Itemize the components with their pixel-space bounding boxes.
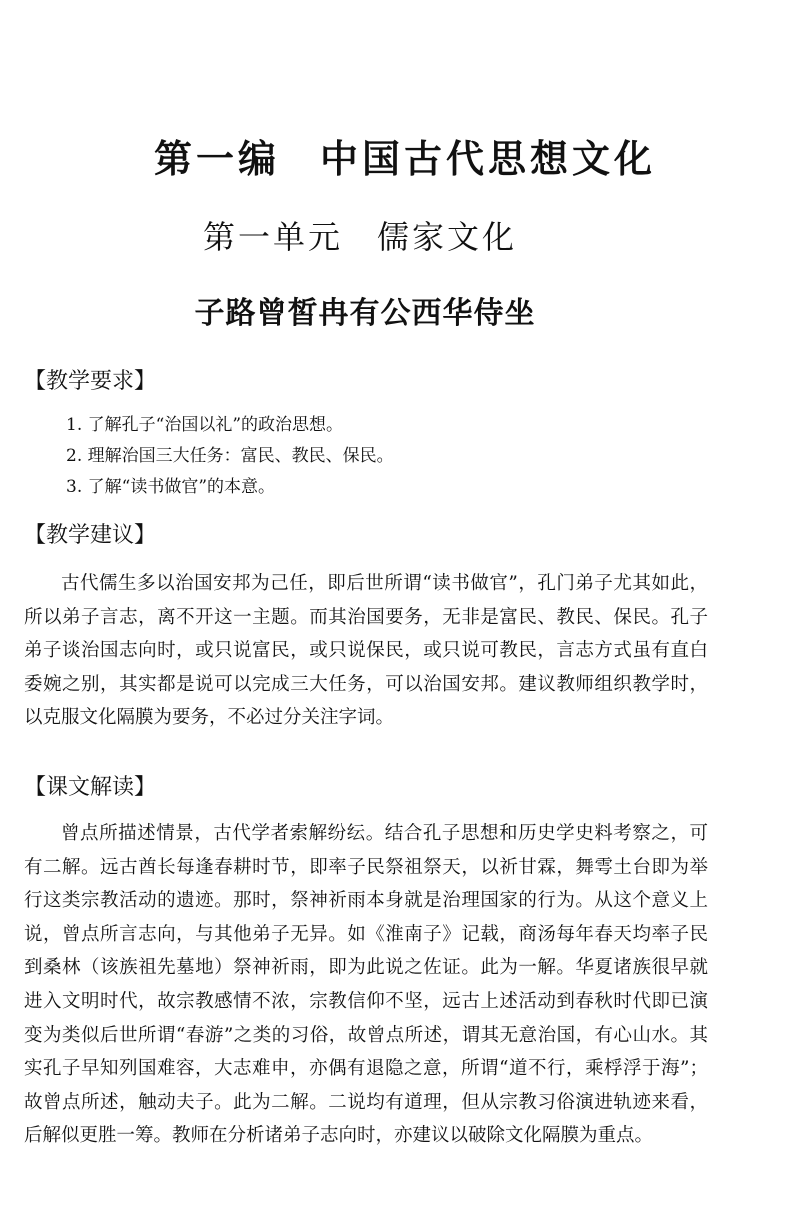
requirement-item: 1. 了解孔子“治国以礼”的政治思想。 xyxy=(66,415,344,435)
suggestions-paragraph: 古代儒生多以治国安邦为己任，即后世所谓“读书做官”，孔门弟子尤其如此，所以弟子言志，离不开这一主题。而其治国要务，无非是富民、教民、保民。孔子弟子谈治国志向时，或只说富民，或只说保民，或只说可教民，言志方式虽有直白委婉之别，其实都是说可以完成三大任务，可以治国安邦。建议教师组织教学时，以克服文化隔膜为要务，不必过分关注字词。 xyxy=(24,573,708,729)
part-label: 第一编 xyxy=(153,137,280,181)
part-title xyxy=(0,128,810,183)
interpretation-heading: 【课文解读】 xyxy=(24,775,157,800)
part-name: 中国古代思想文化 xyxy=(320,137,657,181)
requirements-heading: 【教学要求】 xyxy=(24,369,157,394)
requirements-list xyxy=(66,410,394,503)
interpretation-paragraph: 曾点所描述情景，古代学者索解纷纭。结合孔子思想和历史学史料考察之，可有二解。远古酋长每逢春耕时节，即率子民祭祖祭天，以祈甘霖，舞雩土台即为举行这类宗教活动的遗迹。那时，祭神祈雨本身就是治理国家的行为。从这个意义上说，曾点所言志向，与其他弟子无异。如《淮南子》记载，商汤每年春天均率子民到桑林（该族祖先墓地）祭神祈雨，即为此说之佐证。此为一解。华夏诸族很早就进入文明时代，故宗教感情不浓，宗教信仰不坚，远古上述活动到春秋时代即已演变为类似后世所谓“春游”之类的习俗，故曾点所述，谓其无意治国，有心山水。其实孔子早知列国难容，大志难申，亦偶有退隐之意，所谓“道不行，乘桴浮于海”；故曾点所述，触动夫子。此为二解。二说均有道理，但从宗教习俗演进轨迹来看，后解似更胜一筹。教师在分析诸弟子志向时，亦建议以破除文化隔膜为重点。 xyxy=(24,823,708,1147)
requirement-item: 2. 理解治国三大任务：富民、教民、保民。 xyxy=(66,446,394,466)
unit-name: 儒家文化 xyxy=(377,218,518,256)
requirement-item: 3. 了解“读书做官”的本意。 xyxy=(66,477,276,497)
unit-title xyxy=(0,212,720,258)
suggestions-heading: 【教学建议】 xyxy=(24,523,157,548)
lesson-title: 子路曾皙冉有公西华侍坐 xyxy=(194,296,536,331)
unit-label: 第一单元 xyxy=(202,218,343,256)
